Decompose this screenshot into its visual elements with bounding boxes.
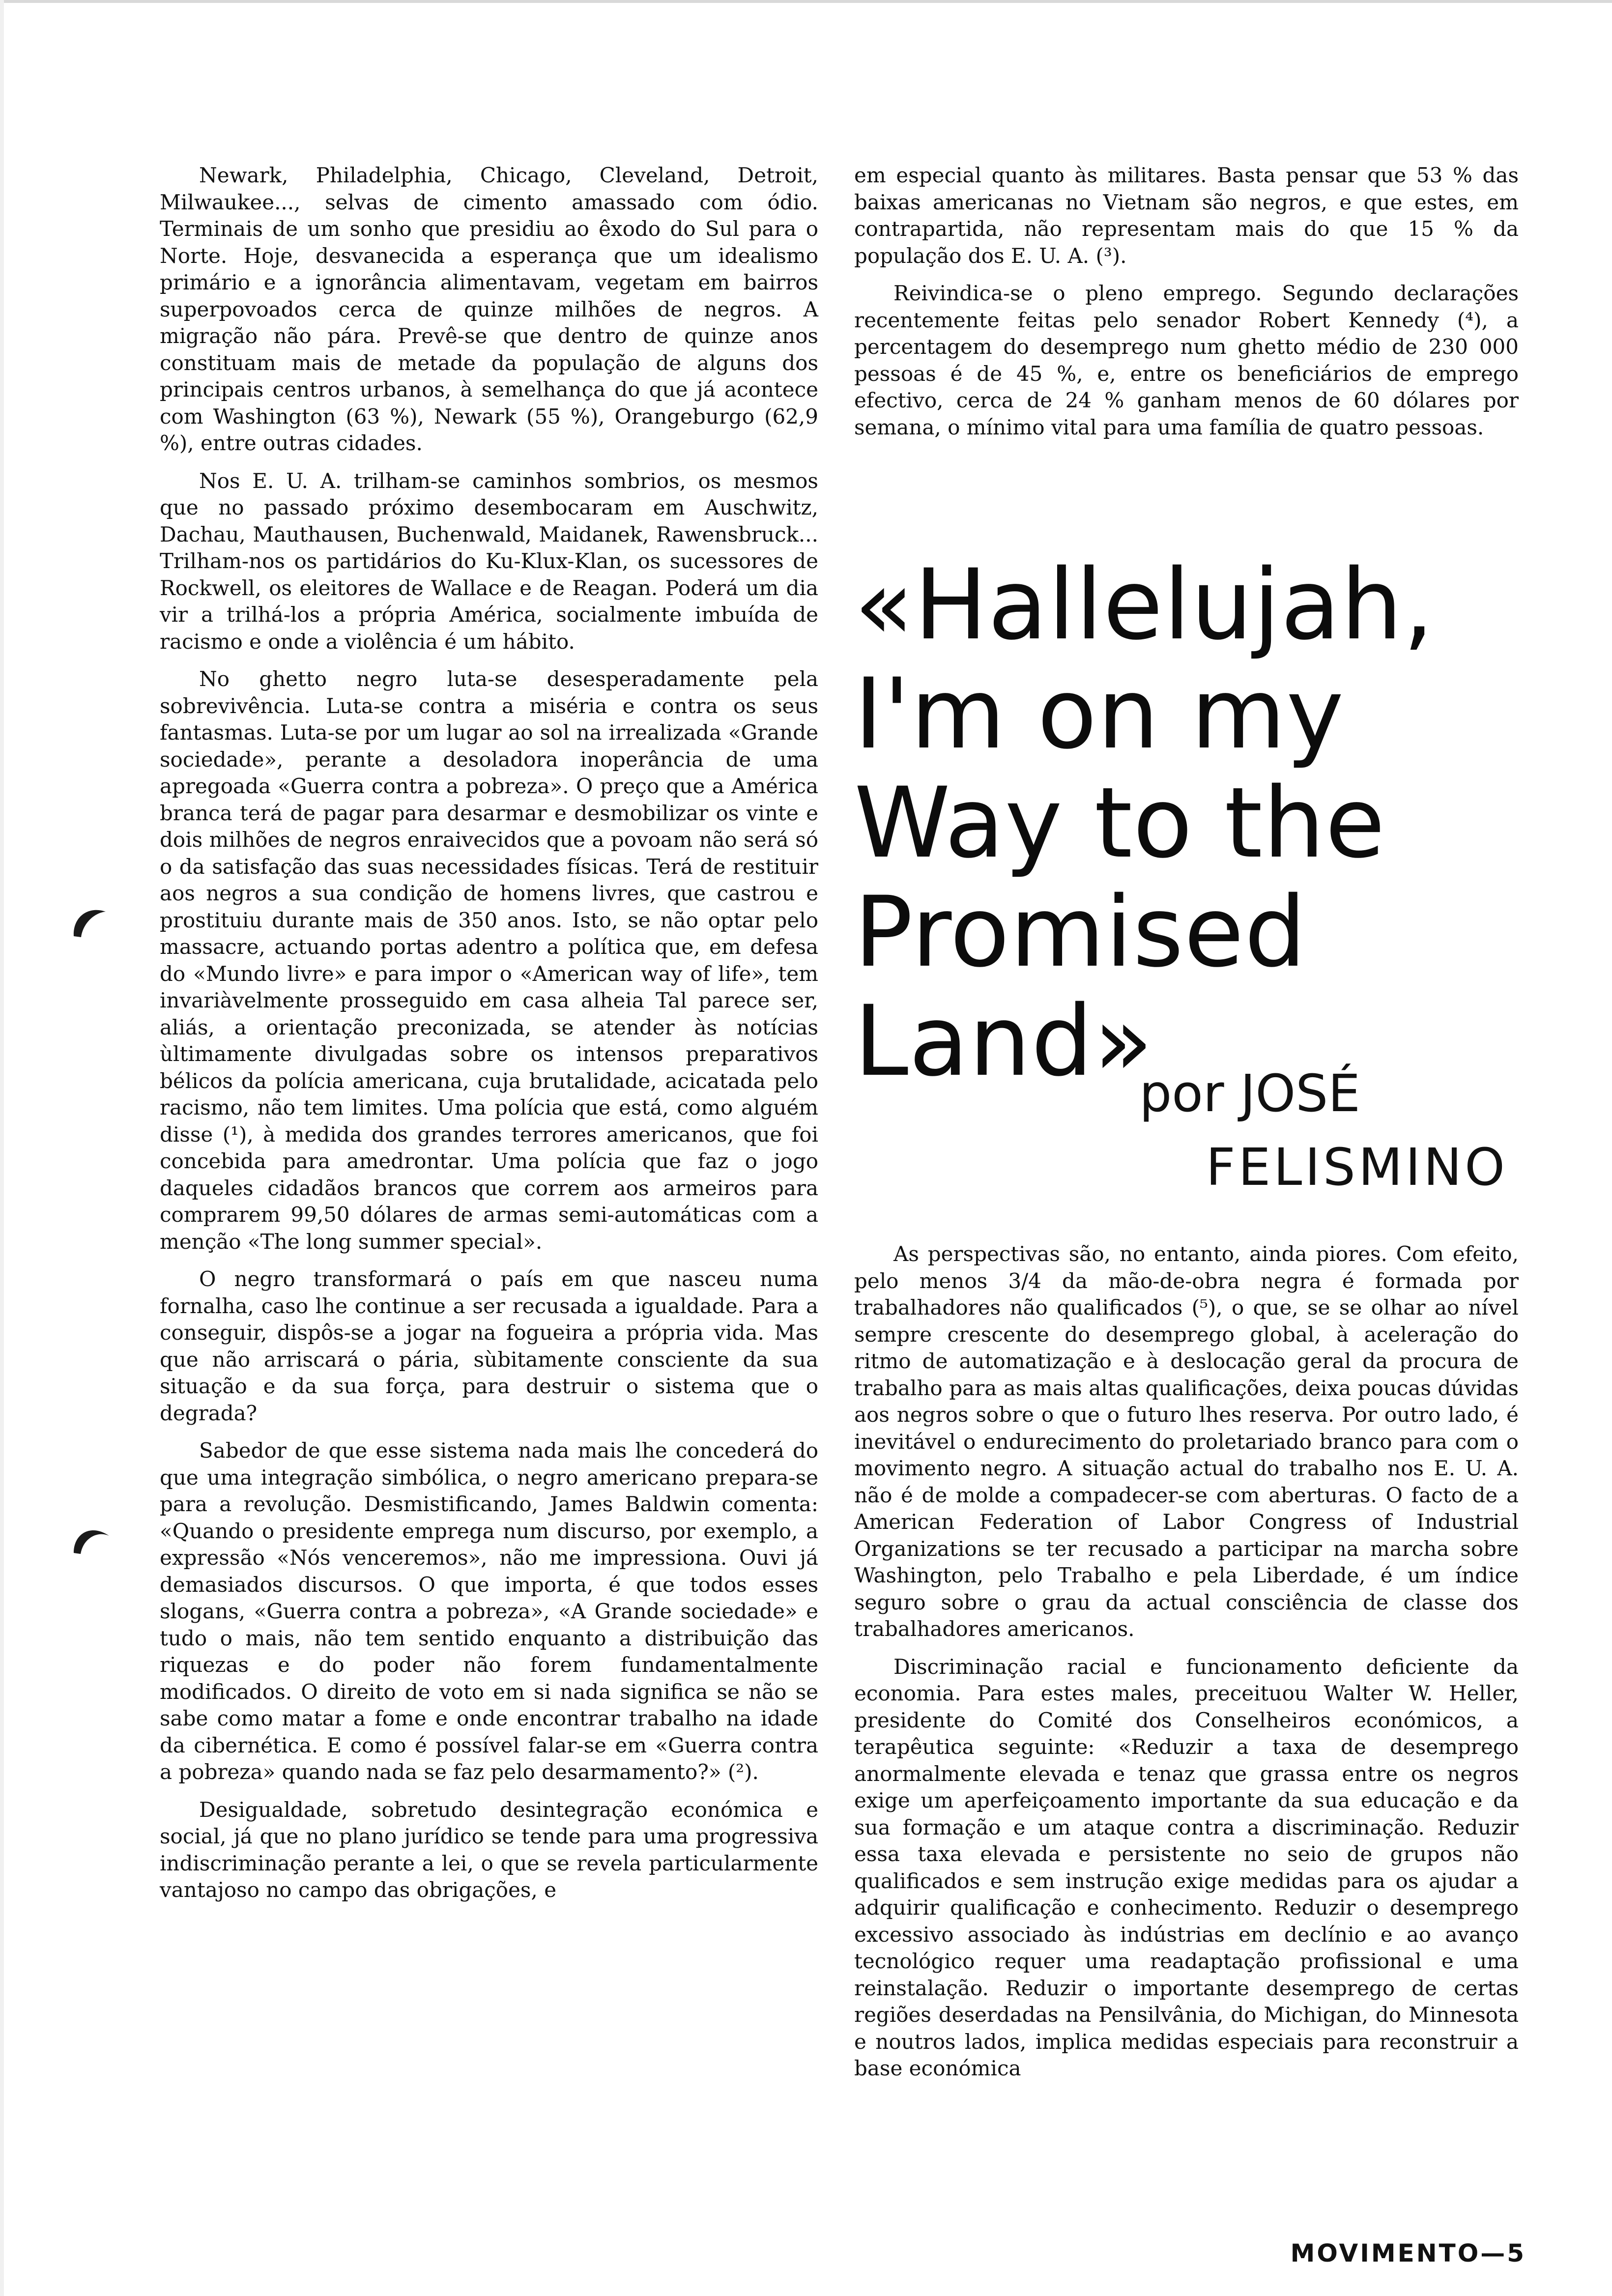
- byline-prefix: por JOSÉ: [1139, 1063, 1360, 1123]
- footer-separator: —: [1480, 2239, 1507, 2267]
- paragraph: No ghetto negro luta-se desesperadamente pela sobrevivência. Luta-se contra a miséria e contra os seus fantasmas. Luta-se por um lugar ao sol na irrealizada «Grande sociedade», perante a desoladora inoperância de uma apregoada «Guerra contra a pobreza». O preço que a América branca terá de pagar para desarmar e desmobilizar os vinte e dois milhões de negros enraivecidos que a povoam não será só o da satisfação das suas necessidades físicas. Terá de restituir aos negros a sua condição de homens livres, que castrou e prostituiu durante mais de 350 anos. Isto, se não optar pelo massacre, actuando portas adentro a política que, em defesa do «Mundo livre» e para impor o «American way of life», tem invariàvelmente prosseguido em casa alheia Tal parece ser, aliás, a orientação preconizada, se atender às notícias ùltimamente divulgadas sobre os intensos preparativos bélicos da polícia americana, cuja brutalidade, acicatada pelo racismo, não tem limites. Uma polícia que está, como alguém disse (¹), à medida dos grandes terrores americanos, que foi concebida para amedrontar. Uma polícia que faz o jogo daqueles cidadãos brancos que correm aos armeiros para comprarem 99,50 dólares de armas semi-automáticas com a menção «The long summer special».: [160, 667, 818, 1254]
- left-text-column: [160, 162, 818, 1915]
- right-bottom-text-column: [854, 1241, 1519, 2093]
- binding-hole-icon: [69, 1519, 113, 1558]
- paragraph: Nos E. U. A. trilham-se caminhos sombrios, os mesmos que no passado próximo desembocaram em Auschwitz, Dachau, Mauthausen, Buchenwald, Maidanek, Rawensbruck... Trilham-nos os partidários do Ku-Klux-Klan, os sucessores de Rockwell, os eleitores de Wallace e de Reagan. Poderá um dia vir a trilhá-los a própria América, socialmente imbuída de racismo e onde a violência é um hábito.: [160, 468, 818, 654]
- left-scan-edge: [0, 0, 4, 2296]
- page-number: 5: [1507, 2239, 1526, 2267]
- paragraph: Reivindica-se o pleno emprego. Segundo declarações recentemente feitas pelo senador Robert Kennedy (⁴), a percentagem do desemprego num ghetto médio de 230 000 pessoas é de 45 %, e, entre os beneficiários de emprego efectivo, cerca de 24 % ganham menos de 60 dólares por semana, o mínimo vital para uma família de quatro pessoas.: [854, 281, 1519, 439]
- byline-surname: FELISMINO: [1206, 1137, 1508, 1197]
- magazine-name: MOVIMENTO: [1290, 2239, 1481, 2267]
- paragraph: Discriminação racial e funcionamento deficiente da economia. Para estes males, preceituou Walter W. Heller, presidente do Comité dos Conselheiros económicos, a terapêutica seguinte: «Reduzir a taxa de desemprego anormalmente elevada e tenaz que grassa entre os negros exige um aperfeiçoamento importante da sua educação e da sua formação e um ataque contra a discriminação. Reduzir essa taxa elevada e persistente no seio de grupos não qualificados e sem instrução exige medidas para os ajudar a adquirir qualificação e conhecimento. Reduzir o desemprego excessivo associado às indústrias em declínio e ao avanço tecnológico requer uma readaptação profissional e uma reinstalação. Reduzir o importante desemprego de certas regiões deserdadas na Pensilvânia, do Michigan, do Minnesota e noutros lados, implica medidas especiais para reconstruir a base económica: [854, 1654, 1519, 2080]
- right-top-text-column: [854, 162, 1519, 452]
- article-headline: «Hallelujah, I'm on my Way to the Promised Land»: [854, 548, 1435, 1098]
- paragraph: Newark, Philadelphia, Chicago, Cleveland, Detroit, Milwaukee..., selvas de cimento amassado com ódio. Terminais de um sonho que presidiu ao êxodo do Sul para o Norte. Hoje, desvanecida a esperança que um idealismo primário e a ignorância alimentavam, vegetam em bairros superpovoados cerca de quinze milhões de negros. A migração não pára. Prevê-se que dentro de quinze anos constituam mais de metade da população de alguns dos principais centros urbanos, à semelhança do que já acontece com Washington (63 %), Newark (55 %), Orangeburgo (62,9 %), entre outras cidades.: [160, 163, 818, 455]
- paragraph: As perspectivas são, no entanto, ainda piores. Com efeito, pelo menos 3/4 da mão-de-obra negra é formada por trabalhadores não qualificados (⁵), o que, se se olhar ao nível sempre crescente do desemprego global, à aceleração do ritmo de automatização e à deslocação geral da procura de trabalho para as mais altas qualificações, deixa poucas dúvidas aos negros sobre o que o futuro lhes reserva. Por outro lado, é inevitável o endurecimento do proletariado branco para com o movimento negro. A situação actual do trabalho nos E. U. A. não é de molde a compadecer-se com aberturas. O facto de a American Federation of Labor Congress of Industrial Organizations se ter recusado a participar na marcha sobre Washington, pelo Trabalho e pela Liberdade, é um índice seguro sobre o grau da actual consciência de classe dos trabalhadores americanos.: [854, 1242, 1519, 1641]
- binding-hole-icon: [69, 902, 113, 941]
- author-byline: [854, 1057, 1508, 1204]
- top-scan-edge: [0, 0, 1612, 3]
- paragraph: O negro transformará o país em que nasceu numa fornalha, caso lhe continue a ser recusada a igualdade. Para a conseguir, dispôs-se a jogar na fogueira a própria vida. Mas que não arriscará o pária, sùbitamente consciente da sua situação e da sua força, para destruir o sistema que o degrada?: [160, 1267, 818, 1425]
- paragraph: Desigualdade, sobretudo desintegração económica e social, já que no plano jurídico se tende para uma progressiva indiscriminação perante a lei, o que se revela particularmente vantajoso no campo das obrigações, e: [160, 1797, 818, 1902]
- paragraph: Sabedor de que esse sistema nada mais lhe concederá do que uma integração simbólica, o negro americano prepara-se para a revolução. Desmistificando, James Baldwin comenta: «Quando o presidente emprega num discurso, por exemplo, a expressão «Nós venceremos», não me impressiona. Ouvi já demasiados discursos. O que importa, é que todos esses slogans, «Guerra contra a pobreza», «A Grande sociedade» e tudo o mais, não tem sentido enquanto a distribuição das riquezas e do poder não forem fundamentalmente modificados. O direito de voto em si nada significa se não se sabe como matar a fome e onde encontrar trabalho na idade da cibernética. E como é possível falar-se em «Guerra contra a pobreza» quando nada se faz pelo desarmamento?» (²).: [160, 1438, 818, 1784]
- paragraph: em especial quanto às militares. Basta pensar que 53 % das baixas americanas no Vietnam são negros, e que estes, em contrapartida, não representam mais do que 15 % da população dos E. U. A. (³).: [854, 163, 1519, 268]
- page-footer: [1291, 2239, 1526, 2267]
